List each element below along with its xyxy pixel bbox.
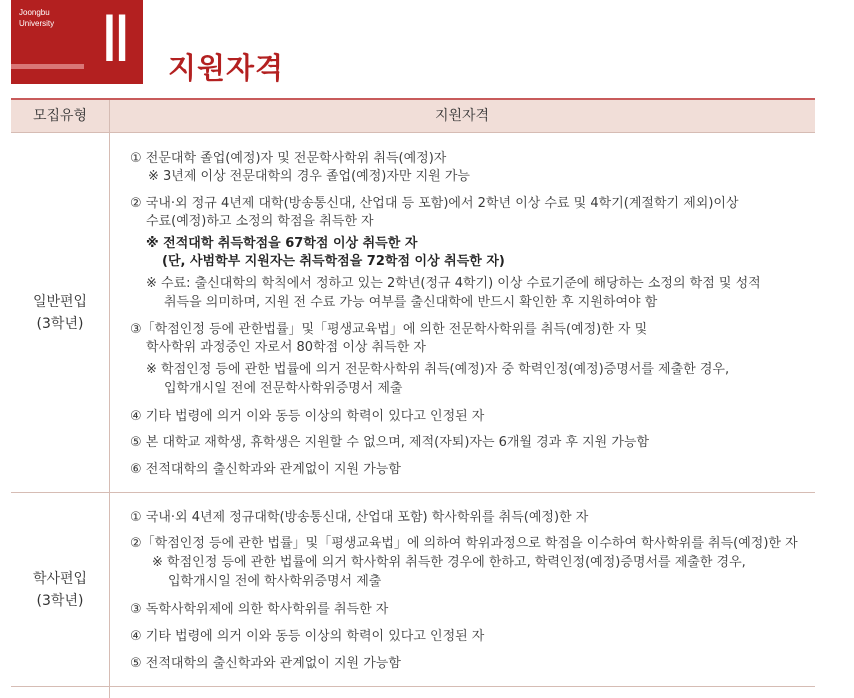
general-line-1: ① 전문대학 졸업(예정)자 및 전문학사학위 취득(예정)자 [130, 151, 447, 166]
general-line-8: 취득을 의미하며, 지원 전 수료 가능 여부를 출신대학에 반드시 확인한 후 지원하여야 함 [164, 295, 658, 310]
table-bottom-border [11, 686, 815, 687]
general-line-11: ※ 학점인정 등에 관한 법률에 의거 전문학사학위 취득(예정)자 중 학력인정(예정)증명서를 제출한 경우, [146, 362, 730, 377]
general-line-7: ※ 수료: 출신대학의 학칙에서 정하고 있는 2학년(정규 4학기) 이상 수료기준에 해당하는 소정의 학점 및 성적 [146, 276, 761, 291]
table-header [11, 100, 815, 132]
university-name-line-2: University [19, 19, 55, 28]
header-bottom-border [11, 132, 815, 133]
university-name-line-1: Joongbu [19, 8, 50, 17]
row-label-general-year: (3학년) [36, 316, 84, 332]
page-title: 지원자격 [168, 51, 285, 85]
row-divider [11, 492, 815, 493]
bachelor-line-1: ① 국내·외 4년제 정규대학(방송통신대, 산업대 포함) 학사학위를 취득(예정)한 자 [130, 510, 589, 525]
bachelor-line-2: ②「학점인정 등에 관한 법률」및「평생교육법」에 의하여 학위과정으로 학점을 이수하여 학사학위를 취득(예정)한 자 [130, 536, 798, 551]
general-line-12: 입학개시일 전에 전문학사학위증명서 제출 [164, 381, 403, 396]
general-line-10: 학사학위 과정중인 자로서 80학점 이상 취득한 자 [146, 340, 426, 355]
header-qualification: 지원자격 [434, 108, 490, 124]
bachelor-line-6: ④ 기타 법령에 의거 이와 동등 이상의 학력이 있다고 인정된 자 [130, 629, 485, 644]
general-line-6: (단, 사범학부 지원자는 취득학점을 72학점 이상 취득한 자) [162, 254, 505, 269]
bachelor-line-5: ③ 독학사학위제에 의한 학사학위를 취득한 자 [130, 602, 389, 617]
general-line-15: ⑥ 전적대학의 출신학과와 관계없이 지원 가능함 [130, 462, 401, 477]
bachelor-line-4: 입학개시일 전에 학사학위증명서 제출 [168, 574, 382, 589]
general-line-3: ② 국내·외 정규 4년제 대학(방송통신대, 산업대 등 포함)에서 2학년 이상 수료 및 4학기(계절학기 제외)이상 [130, 196, 739, 211]
general-line-2: ※ 3년제 이상 전문대학의 경우 졸업(예정)자만 지원 가능 [148, 169, 470, 184]
header-type: 모집유형 [32, 108, 88, 124]
section-numeral: Ⅱ [100, 4, 132, 75]
bachelor-line-3: ※ 학점인정 등에 관한 법률에 의거 학사학위 취득한 경우에 한하고, 학력인정(예정)증명서를 제출한 경우, [152, 555, 746, 570]
general-line-14: ⑤ 본 대학교 재학생, 휴학생은 지원할 수 없으며, 제적(자퇴)자는 6개월 경과 후 지원 가능함 [130, 435, 650, 450]
column-divider [109, 100, 110, 698]
row-label-general [11, 291, 109, 335]
general-line-4: 수료(예정)하고 소정의 학점을 취득한 자 [146, 214, 374, 229]
university-badge [11, 0, 143, 84]
row-label-bachelor-year: (3학년) [36, 593, 84, 609]
row-label-general-name: 일반편입 [32, 294, 88, 310]
bachelor-line-7: ⑤ 전적대학의 출신학과와 관계없이 지원 가능함 [130, 656, 401, 671]
general-line-9: ③「학점인정 등에 관한법률」및「평생교육법」에 의한 전문학사학위를 취득(예정)한 자 및 [130, 322, 648, 337]
general-line-13: ④ 기타 법령에 의거 이와 동등 이상의 학력이 있다고 인정된 자 [130, 409, 485, 424]
university-name [19, 7, 54, 29]
general-line-5: ※ 전적대학 취득학점을 67학점 이상 취득한 자 [146, 236, 418, 251]
row-label-bachelor [11, 568, 109, 612]
badge-stripe [11, 64, 84, 69]
row-label-bachelor-name: 학사편입 [32, 571, 88, 587]
